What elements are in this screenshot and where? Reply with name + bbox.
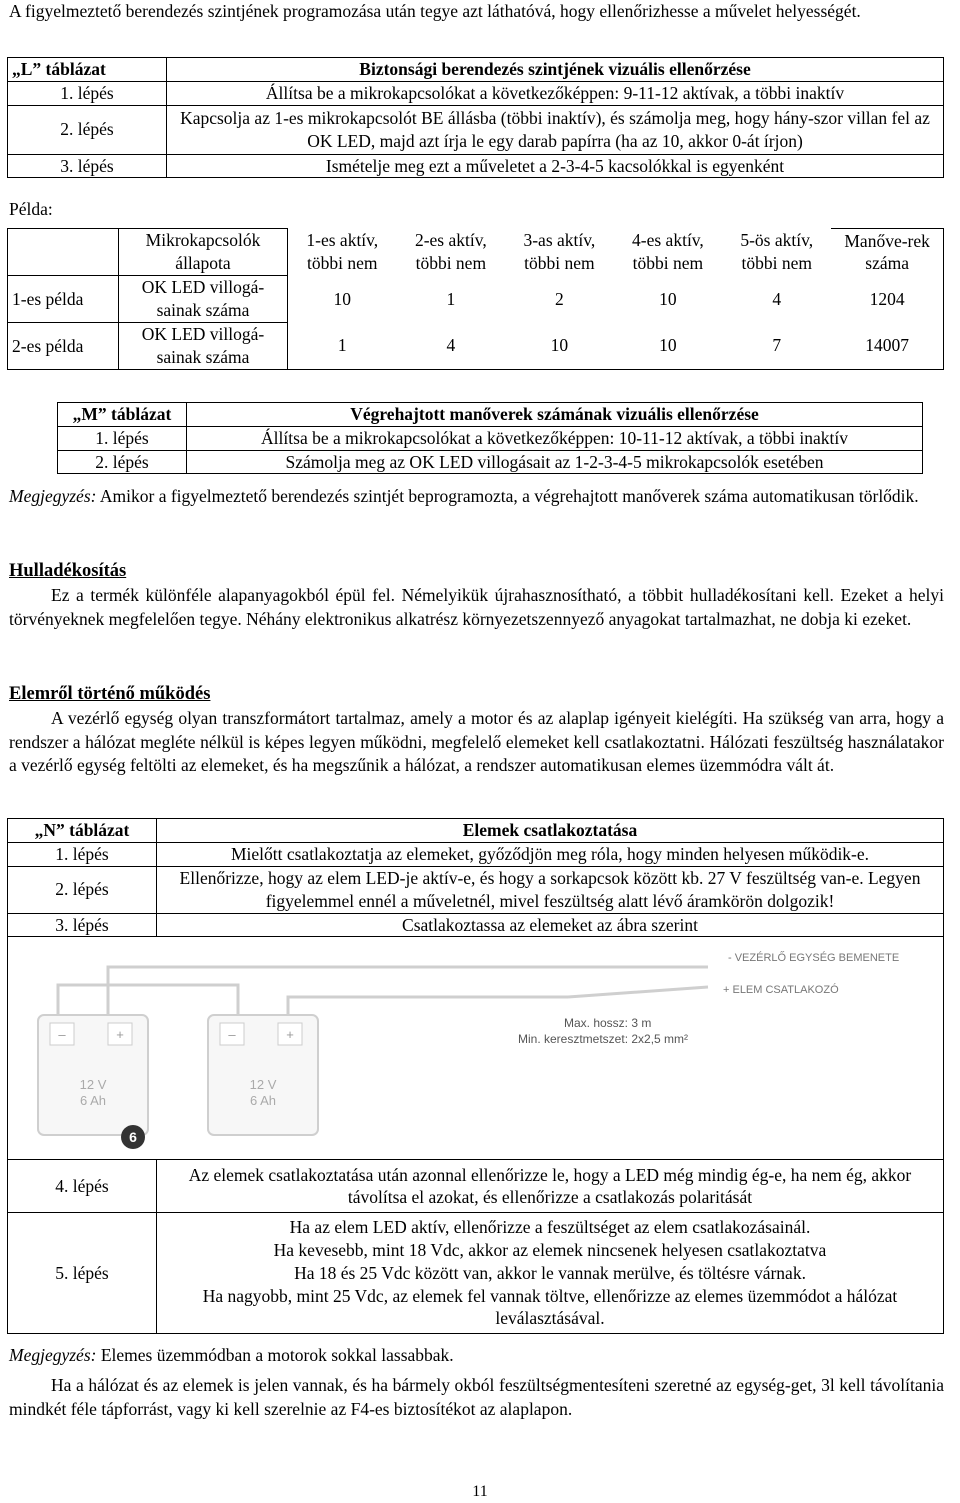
table-cell: Csatlakoztassa az elemeket az ábra szerint xyxy=(157,913,944,937)
final-text: Ha a hálózat és az elemek is jelen vannak, és ha bármely okból feszültségmentesíteni szeretné az egység-get, 3l kell távolítania mindkét féle tápforrást, vagy ki kell szerelnie az F4-es biztosítékot az alaplapon. xyxy=(9,1375,944,1419)
example-value: 2 xyxy=(554,288,564,309)
example-row-label: 2-es példa xyxy=(8,323,119,370)
page-number: 11 xyxy=(472,1483,488,1500)
example-value: 10 xyxy=(614,323,723,370)
table-row: 2. lépés xyxy=(58,450,187,474)
battery-1-voltage: 12 V xyxy=(79,1077,107,1093)
battery-1-plus: + xyxy=(116,1027,124,1043)
example-value: 10 xyxy=(333,288,352,309)
example-value: 10 xyxy=(659,288,677,309)
table-cell: Állítsa be a mikrokapcsolókat a következőképpen: 9-11-12 aktívak, a többi inaktív xyxy=(167,81,944,105)
battery-1-capacity: 6 Ah xyxy=(79,1093,107,1109)
cross-section-label: Min. keresztmetszet: 2x2,5 mm² xyxy=(518,1032,689,1047)
note-1-label: Megjegyzés: xyxy=(9,486,97,506)
battery-connector-label: + ELEM CSATLAKOZÓ xyxy=(723,984,839,997)
example-label: Példa: xyxy=(9,199,53,219)
figure-number: 6 xyxy=(129,1129,137,1146)
example-value: 4 xyxy=(772,288,782,309)
note-1 xyxy=(9,485,944,509)
waste-text: Ez a termék különféle alapanyagokból épül fel. Némelyikük újrahasznosítható, a többit hulladékosítani kell. Ezeket a helyi törvényeknek megfelelően tegye. Néhány elektronikus alkatrész környezetszennyező anyagokat tartalmazhat, ne dobja ki ezeket. xyxy=(9,585,944,629)
battery-2-voltage: 12 V xyxy=(249,1077,277,1093)
example-header: 3-as aktív, többi nem xyxy=(523,230,596,273)
example-header: 2-es aktív, többi nem xyxy=(414,230,487,273)
table-cell: Mielőtt csatlakoztatja az elemeket, győződjön meg róla, hogy minden helyesen működik-e. xyxy=(157,842,944,866)
table-row: 1. lépés xyxy=(8,81,167,105)
note-2-label: Megjegyzés: xyxy=(9,1345,97,1365)
step5-line: Ha kevesebb, mint 18 Vdc, akkor az elemek nincsenek helyesen csatlakoztatva xyxy=(273,1240,827,1261)
step5-line: Ha 18 és 25 Vdc között van, akkor le vannak merülve, és töltésre várnak. xyxy=(294,1262,806,1283)
table-cell xyxy=(157,1213,944,1334)
table-l-header-2: Biztonsági berendezés szintjének vizuális ellenőrzése xyxy=(167,58,944,82)
table-l xyxy=(7,57,944,178)
table-cell: Az elemek csatlakoztatása után azonnal ellenőrizze le, hogy a LED még mindig ég-e, ha nem ég, akkor távolítsa el azokat, és ellenőrizze a csatlakozás polaritását xyxy=(157,1160,944,1213)
example-value: 1 xyxy=(288,323,397,370)
table-cell: Állítsa be a mikrokapcsolókat a következőképpen: 10-11-12 aktívak, a többi inaktív xyxy=(187,426,923,450)
battery-2-plus: + xyxy=(286,1027,294,1043)
table-m xyxy=(57,402,923,474)
example-header: Mikrokapcsolók állapota xyxy=(119,229,288,276)
battery-1-minus: – xyxy=(58,1027,66,1043)
step5-line: Ha az elem LED aktív, ellenőrizze a feszültséget az elem csatlakozásainál. xyxy=(289,1217,811,1238)
example-header: Manőve-rek száma xyxy=(831,229,943,276)
example-value: 10 xyxy=(505,323,614,370)
empty-cell xyxy=(8,229,119,276)
example-header: 5-ös aktív, többi nem xyxy=(740,230,814,273)
table-cell: Ellenőrizze, hogy az elem LED-je aktív-e, és hogy a sorkapcsok között kb. 27 V feszültség van-e. Legyen figyelemmel ennél a műveletnél, mivel feszültség alatt lévő áramkörön dolgozik! xyxy=(157,866,944,913)
table-row: 4. lépés xyxy=(8,1160,157,1213)
table-n-header-2: Elemek csatlakoztatása xyxy=(157,819,944,843)
table-row: 2. lépés xyxy=(8,866,157,913)
battery-2-capacity: 6 Ah xyxy=(249,1093,277,1109)
battery-wiring-diagram xyxy=(8,937,943,1159)
table-row: 5. lépés xyxy=(8,1213,157,1334)
table-m-header-2: Végrehajtott manőverek számának vizuális ellenőrzése xyxy=(187,403,923,427)
example-row-desc: OK LED villogá-sainak száma xyxy=(119,276,288,323)
max-length-label: Max. hossz: 3 m xyxy=(564,1016,652,1031)
table-row: 3. lépés xyxy=(8,913,157,937)
step5-line: Ha nagyobb, mint 25 Vdc, az elemek fel vannak töltve, ellenőrizze az elemes üzemmódot a hálózat leválasztásával. xyxy=(202,1285,898,1329)
table-n-header-1: „N” táblázat xyxy=(8,819,157,843)
example-header: 1-es aktív, többi nem xyxy=(306,230,379,273)
battery-2-minus: – xyxy=(228,1027,236,1043)
note-2 xyxy=(9,1344,454,1368)
example-value: 7 xyxy=(722,323,831,370)
table-row: 1. lépés xyxy=(8,842,157,866)
table-row: 2. lépés xyxy=(8,105,167,154)
table-m-header-1: „M” táblázat xyxy=(58,403,187,427)
control-unit-input-label: - VEZÉRLŐ EGYSÉG BEMENETE xyxy=(728,952,900,965)
table-cell: Ismételje meg ezt a műveletet a 2-3-4-5 kacsolókkal is egyenként xyxy=(167,154,944,178)
table-cell: Kapcsolja az 1-es mikrokapcsolót BE állásba (többi inaktív), és számolja meg, hogy hány-szor villan fel az OK LED, majd azt írja le egy darab papírra (ha az 10, akkor 0-át írjon) xyxy=(167,105,944,154)
table-cell: Számolja meg az OK LED villogásait az 1-2-3-4-5 mikrokapcsolók esetében xyxy=(187,450,923,474)
intro-text: A figyelmeztető berendezés szintjének programozása után tegye azt láthatóvá, hogy ellenőrizhesse a művelet helyességét. xyxy=(9,1,861,21)
battery-text: A vezérlő egység olyan transzformátort tartalmaz, amely a motor és az alaplap igényeit kielégíti. Ha szükség van arra, hogy a rendszer a hálózat megléte nélkül is képes legyen működni, megfelelő elemeket kell csatlakoztatni. Hálózati feszültség használatakor a vezérlő egység feltölti az elemeket, és ha megszűnik a hálózat, a rendszer automatikusan elemes üzemmódra vált át. xyxy=(9,708,944,776)
diagram-cell xyxy=(8,937,944,1160)
example-value: 1204 xyxy=(831,276,943,323)
example-header: 4-es aktív, többi nem xyxy=(632,230,704,273)
example-table xyxy=(7,228,944,370)
table-row: 3. lépés xyxy=(8,154,167,178)
example-row-label: 1-es példa xyxy=(8,276,119,323)
example-value: 4 xyxy=(397,323,506,370)
waste-heading: Hulladékosítás xyxy=(9,561,127,581)
table-l-header-1: „L” táblázat xyxy=(8,58,167,82)
example-value: 14007 xyxy=(831,323,943,370)
table-row: 1. lépés xyxy=(58,426,187,450)
table-n xyxy=(7,818,944,1334)
example-value: 1 xyxy=(446,288,456,309)
note-2-text: Elemes üzemmódban a motorok sokkal lassabbak. xyxy=(96,1345,454,1365)
battery-heading: Elemről történő működés xyxy=(9,684,211,704)
example-row-desc: OK LED villogá-sainak száma xyxy=(119,323,288,370)
note-1-text: Amikor a figyelmeztető berendezés szintjét beprogramozta, a végrehajtott manőverek száma automatikusan törlődik. xyxy=(96,486,919,506)
